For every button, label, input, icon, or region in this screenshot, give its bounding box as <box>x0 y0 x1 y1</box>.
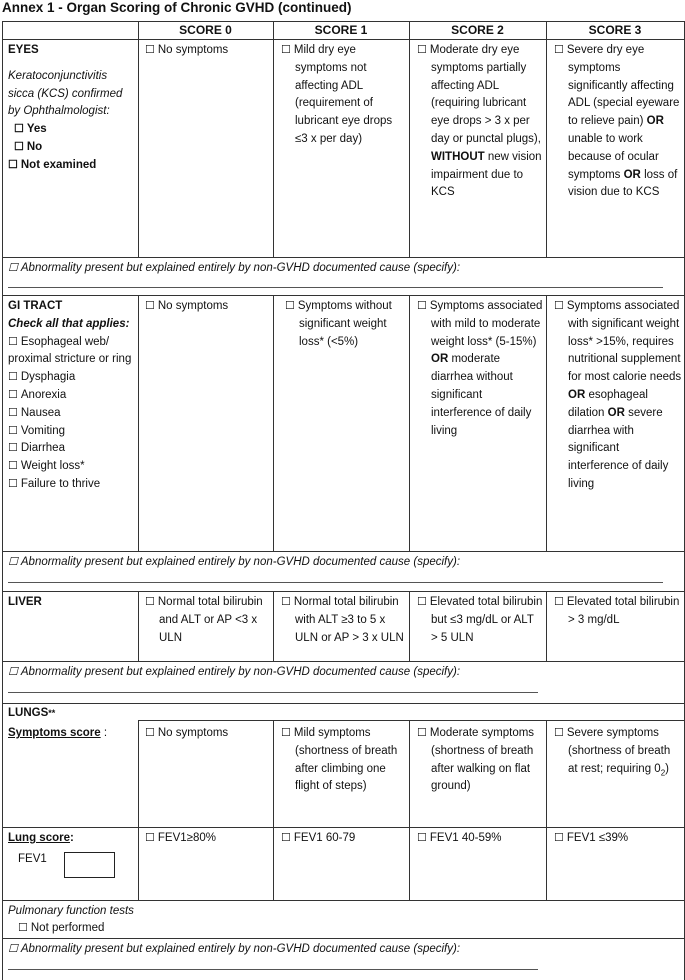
gi-label-cell <box>8 298 136 494</box>
lungs-score-3-subscript: 2 <box>660 767 666 777</box>
gi-score-2[interactable] <box>417 298 543 440</box>
gi-item-diarrhea[interactable] <box>8 440 136 458</box>
lung-fev-score-1[interactable] <box>281 830 407 848</box>
fev1-input-box[interactable] <box>64 852 115 878</box>
lungs-label-suffix: ** <box>48 708 56 718</box>
pft-not-performed-label: Not performed <box>30 922 105 934</box>
liver-score-2[interactable] <box>417 594 543 647</box>
lungs-score-2[interactable] <box>417 725 543 796</box>
eyes-score-1-text: Mild dry eye symptoms not affecting ADL (requirement of lubricant eye drops ≤3 x per day) <box>293 44 393 145</box>
gi-score-1[interactable] <box>285 298 401 351</box>
lung-fev-score-0-text: FEV1≥80% <box>157 832 216 844</box>
liver-abnormality-text: Abnormality present but explained entirely by non-GVHD documented cause (specify): <box>20 666 461 678</box>
gi-item-vomiting[interactable] <box>8 423 136 441</box>
gi-score-2-text-a: Symptoms associated with mild to moderate weight loss* (5-15%) <box>429 300 543 348</box>
lung-fev-score-0[interactable] <box>145 830 270 848</box>
gi-score-1-text: Symptoms without significant weight loss* (<5%) <box>297 300 392 348</box>
gi-item-dysphagia-label: Dysphagia <box>20 371 76 384</box>
header-score-3: SCORE 3 <box>588 23 642 37</box>
eyes-label: EYES <box>8 44 39 56</box>
lung-fev-score-3[interactable] <box>554 830 682 848</box>
liver-abnormality-checkbox[interactable] <box>8 664 678 682</box>
eyes-score-3-text-a: Severe dry eye symptoms significantly affecting ADL (special eyeware to relieve pain) <box>566 44 680 128</box>
lung-fev-score-1-text: FEV1 60-79 <box>293 832 356 844</box>
lungs-symptoms-score <box>8 725 136 743</box>
eyes-score-3[interactable] <box>554 42 682 202</box>
eyes-label-cell <box>8 42 136 175</box>
gi-item-esophageal[interactable] <box>8 334 136 370</box>
liver-score-2-text: Elevated total bilirubin but ≤3 mg/dL or ALT > 5 ULN <box>429 596 543 644</box>
header-score-1: SCORE 1 <box>314 23 368 37</box>
lungs-score-0-text: No symptoms <box>157 727 229 739</box>
lung-fev-score-2-text: FEV1 40-59% <box>429 832 502 844</box>
lung-fev-score-3-text: FEV1 ≤39% <box>566 832 629 844</box>
eyes-no-checkbox[interactable] <box>8 139 136 157</box>
eyes-not-examined-label: Not examined <box>20 158 97 171</box>
gi-item-weight-loss[interactable] <box>8 458 136 476</box>
gi-item-esophageal-label: Esophageal web/ proximal stricture or ring <box>8 335 132 366</box>
pft-label: Pulmonary function tests <box>8 905 134 917</box>
liver-score-1-text: Normal total bilirubin with ALT ≥3 to 5 x ULN or AP > 3 x ULN <box>293 596 404 644</box>
eyes-score-3-text-c: unable to work because of ocular symptoms <box>568 132 659 181</box>
lungs-score-3-text-a: Severe symptoms (shortness of breath at rest; requiring 0 <box>566 727 671 775</box>
liver-score-0[interactable] <box>145 594 270 647</box>
eyes-score-3-text-e: loss of vision due to KCS <box>568 168 678 199</box>
fev1-label: FEV1 <box>18 852 47 865</box>
liver-label: LIVER <box>8 596 42 608</box>
gi-score-3-text-a: Symptoms associated with significant weight loss* >15%, requires nutritional supplement for most calorie needs <box>566 300 682 384</box>
lungs-score-3[interactable] <box>554 725 682 782</box>
header-score-0: SCORE 0 <box>179 23 232 37</box>
eyes-score-3-or-2: OR <box>623 168 641 181</box>
gi-item-nausea[interactable] <box>8 405 136 423</box>
liver-abnormality-line[interactable] <box>8 692 538 693</box>
page-title: Annex 1 - Organ Scoring of Chronic GVHD (continued) <box>2 0 352 15</box>
lungs-score-3-text-b: ) <box>665 762 669 775</box>
gi-item-nausea-label: Nausea <box>20 406 61 419</box>
gi-abnormality-line[interactable] <box>8 582 663 583</box>
lung-score-colon: : <box>69 832 74 844</box>
liver-score-3[interactable] <box>554 594 682 630</box>
gi-item-dysphagia[interactable] <box>8 369 136 387</box>
lungs-label <box>8 705 136 723</box>
gi-abnormality-text: Abnormality present but explained entirely by non-GVHD documented cause (specify): <box>20 556 461 568</box>
eyes-abnormality-text: Abnormality present but explained entirely by non-GVHD documented cause (specify): <box>20 262 461 274</box>
gi-check-all: Check all that applies: <box>8 317 130 330</box>
eyes-score-0-text: No symptoms <box>157 44 229 56</box>
gi-score-2-or: OR <box>431 353 449 366</box>
liver-score-1[interactable] <box>281 594 407 647</box>
lung-fev-score-2[interactable] <box>417 830 543 848</box>
gi-score-3-text-c: esophageal dilation <box>568 388 648 419</box>
eyes-abnormality-line[interactable] <box>8 287 663 288</box>
lungs-score-1[interactable] <box>281 725 407 796</box>
lungs-symptoms-score-label: Symptoms score <box>8 727 101 739</box>
gi-item-vomiting-label: Vomiting <box>20 424 65 437</box>
lungs-abnormality-text: Abnormality present but explained entirely by non-GVHD documented cause (specify): <box>20 943 461 955</box>
gi-label: GI TRACT <box>8 300 63 312</box>
eyes-yes-label: Yes <box>26 123 47 136</box>
lungs-abnormality-line[interactable] <box>8 969 538 970</box>
lungs-score-2-text: Moderate symptoms (shortness of breath after walking on flat ground) <box>429 727 535 793</box>
eyes-score-2[interactable] <box>417 42 543 202</box>
eyes-score-0[interactable] <box>145 42 270 60</box>
gi-item-anorexia[interactable] <box>8 387 136 405</box>
eyes-score-2-text-a: Moderate dry eye symptoms partially affecting ADL (requiring lubricant eye drops > 3 x per day or punctal plugs), <box>429 44 541 145</box>
lungs-symptoms-score-colon: : <box>103 727 108 739</box>
eyes-yes-checkbox[interactable] <box>8 121 136 139</box>
liver-score-0-text: Normal total bilirubin and ALT or AP <3 x ULN <box>157 596 263 644</box>
pft-not-performed-checkbox[interactable] <box>18 920 218 938</box>
gi-score-0-text: No symptoms <box>157 300 229 312</box>
gi-score-3-or-1: OR <box>568 388 586 401</box>
eyes-no-label: No <box>26 140 43 153</box>
lung-score-label: Lung score <box>8 832 70 844</box>
eyes-kcs-text: Keratoconjunctivitis sicca (KCS) confirmed by Ophthalmologist: <box>8 69 123 118</box>
lungs-abnormality-checkbox[interactable] <box>8 941 678 959</box>
gi-score-3[interactable] <box>554 298 682 494</box>
gi-score-3-text-e: severe diarrhea with significant interference of daily living <box>568 406 669 490</box>
gi-score-0[interactable] <box>145 298 270 316</box>
gi-item-failure-to-thrive-label: Failure to thrive <box>20 477 101 490</box>
eyes-score-2-without: WITHOUT <box>431 150 485 163</box>
eyes-score-2-text-c: new vision impairment due to KCS <box>431 150 542 199</box>
gi-score-2-text-c: moderate diarrhea without significant interference of daily living <box>431 353 532 437</box>
lungs-label-text: LUNGS <box>8 707 49 719</box>
lungs-score-1-text: Mild symptoms (shortness of breath after climbing one flight of steps) <box>293 727 398 793</box>
eyes-score-3-or-1: OR <box>646 115 664 128</box>
header-score-2: SCORE 2 <box>451 23 504 37</box>
liver-score-3-text: Elevated total bilirubin > 3 mg/dL <box>566 596 680 626</box>
gi-abnormality-checkbox[interactable] <box>8 554 678 572</box>
gi-item-anorexia-label: Anorexia <box>20 388 67 401</box>
eyes-not-examined-checkbox[interactable] <box>8 157 136 175</box>
gi-item-diarrhea-label: Diarrhea <box>20 442 65 455</box>
gi-item-weight-loss-label: Weight loss* <box>20 460 85 473</box>
gi-score-3-or-2: OR <box>607 406 625 419</box>
lungs-score-0[interactable] <box>145 725 270 743</box>
eyes-score-1[interactable] <box>281 42 403 149</box>
gi-item-failure-to-thrive[interactable] <box>8 476 136 494</box>
eyes-abnormality-checkbox[interactable] <box>8 260 678 278</box>
